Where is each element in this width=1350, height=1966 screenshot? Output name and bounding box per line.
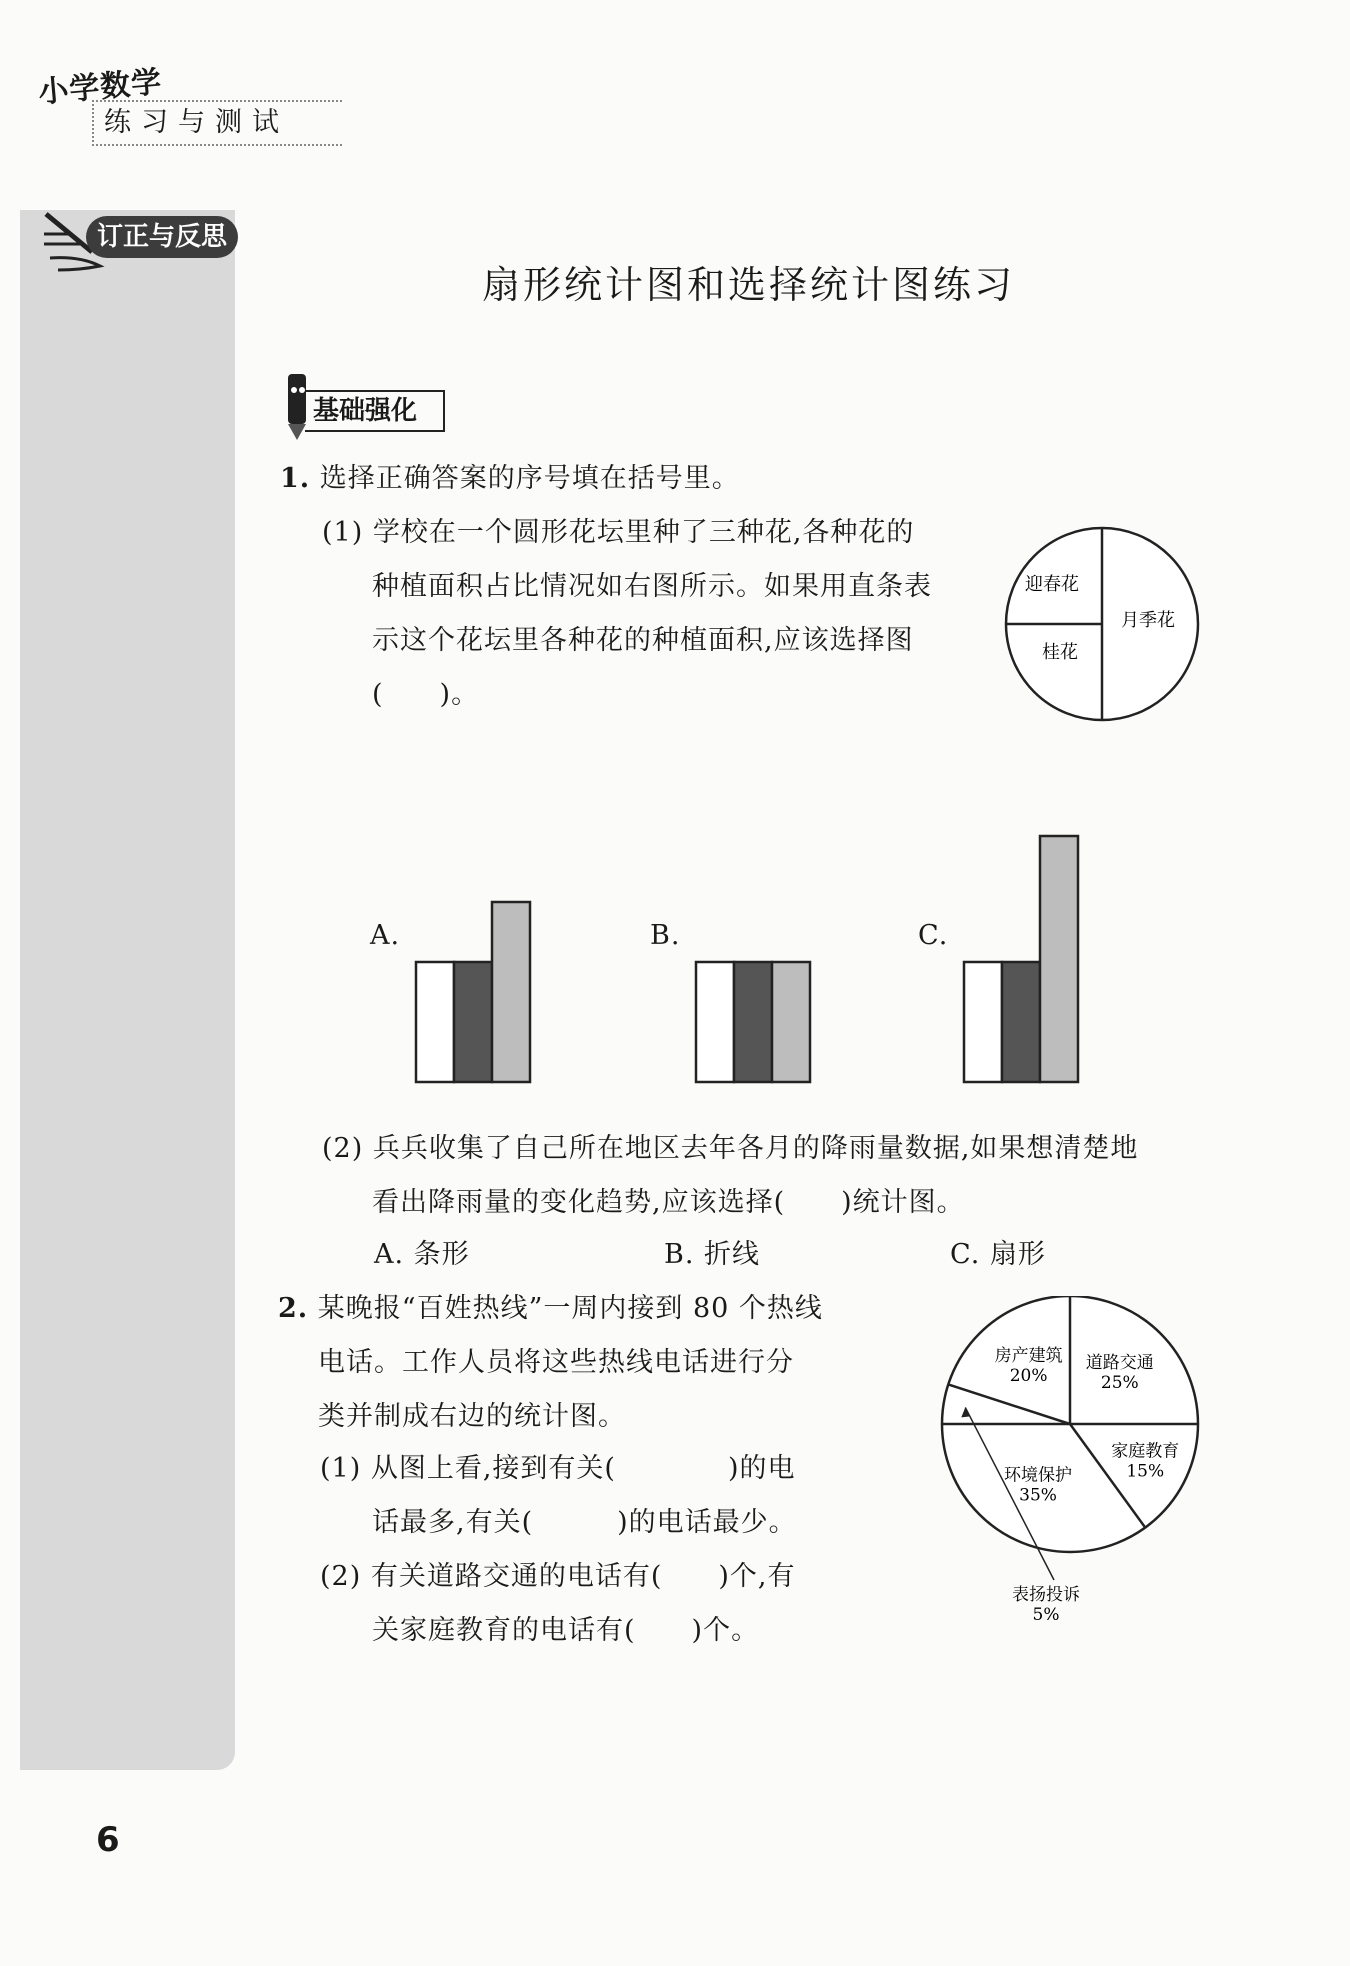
- pie-slice-value: 20%: [1009, 1366, 1048, 1387]
- option-label: B.: [650, 920, 681, 951]
- pie-slice-label: 迎春花: [1025, 574, 1079, 595]
- option-bar: [1040, 836, 1078, 1082]
- option-bar: [964, 962, 1002, 1082]
- section-label: 基础强化: [305, 390, 445, 432]
- option-bar: [454, 962, 492, 1082]
- q1p1-line: 示这个花坛里各种花的种植面积,应该选择图: [372, 625, 914, 656]
- option-bar: [416, 962, 454, 1082]
- pie-slice-label: 月季花: [1121, 610, 1175, 631]
- pie-slice-label: 家庭教育: [1111, 1441, 1180, 1462]
- correction-margin: [20, 210, 235, 1770]
- q2p2-line: (2) 有关道路交通的电话有( )个,有: [320, 1561, 796, 1592]
- pie-slice-label: 环境保护: [1004, 1465, 1073, 1486]
- pie-slice-value: 5%: [1032, 1605, 1060, 1625]
- pie-slice-value: 15%: [1126, 1461, 1165, 1482]
- option-label: A.: [370, 920, 401, 951]
- q1-stem: 选择正确答案的序号填在括号里。: [319, 463, 740, 494]
- option-bar: [492, 902, 530, 1082]
- option-bar-chart: [962, 832, 1102, 1092]
- option-bar-chart: [694, 832, 834, 1092]
- q2-stem: 某晚报“百姓热线”一周内接到 80 个热线: [317, 1293, 823, 1324]
- page-title: 扇形统计图和选择统计图练习: [482, 263, 1016, 307]
- pie-slice-label: 房产建筑: [994, 1346, 1063, 1367]
- hotline-pie-chart: [930, 1296, 1210, 1636]
- q2-number: 2.: [278, 1293, 309, 1324]
- book-title: 练习与测试: [92, 100, 342, 146]
- q2p1-line: 话最多,有关( )的电话最少。: [372, 1507, 797, 1538]
- q2-stem-line: [278, 1286, 823, 1325]
- page-number: 6: [96, 1820, 120, 1860]
- pie-slice-label: 桂花: [1042, 642, 1078, 663]
- q2p2-line: 关家庭教育的电话有( )个。: [372, 1615, 760, 1646]
- correction-tab: 订正与反思: [86, 216, 238, 258]
- flower-pie-chart: [1000, 522, 1210, 728]
- pie-slice-value: 35%: [1019, 1485, 1057, 1506]
- q2p1-line: (1) 从图上看,接到有关( )的电: [320, 1453, 796, 1484]
- q2-stem-line: 类并制成右边的统计图。: [318, 1401, 626, 1432]
- q1-number: 1.: [280, 463, 311, 494]
- choice-c: C. 扇形: [950, 1239, 1046, 1270]
- choice-a: A. 条形: [374, 1239, 470, 1270]
- pie-slice-label: 表扬投诉: [1012, 1585, 1080, 1605]
- option-bar-chart: [414, 832, 554, 1092]
- option-bar: [734, 962, 772, 1082]
- q1p1-line: (1) 学校在一个圆形花坛里种了三种花,各种花的: [322, 517, 915, 548]
- option-bar: [696, 962, 734, 1082]
- q1p2-line: 看出降雨量的变化趋势,应该选择( )统计图。: [372, 1187, 965, 1218]
- q1p1-line: ( )。: [372, 679, 480, 710]
- option-bar: [772, 962, 810, 1082]
- q1p1-line: 种植面积占比情况如右图所示。如果用直条表: [372, 571, 932, 602]
- option-bar: [1002, 962, 1040, 1082]
- choice-b: B. 折线: [664, 1239, 761, 1270]
- series-title: 小学数学: [37, 64, 164, 111]
- pie-slice-label: 道路交通: [1085, 1353, 1154, 1374]
- pie-slice-value: 25%: [1100, 1373, 1139, 1394]
- q1p2-line: (2) 兵兵收集了自己所在地区去年各月的降雨量数据,如果想清楚地: [322, 1133, 1139, 1164]
- option-label: C.: [918, 920, 949, 951]
- q1-stem-line: [280, 456, 740, 495]
- q2-stem-line: 电话。工作人员将这些热线电话进行分: [318, 1347, 794, 1378]
